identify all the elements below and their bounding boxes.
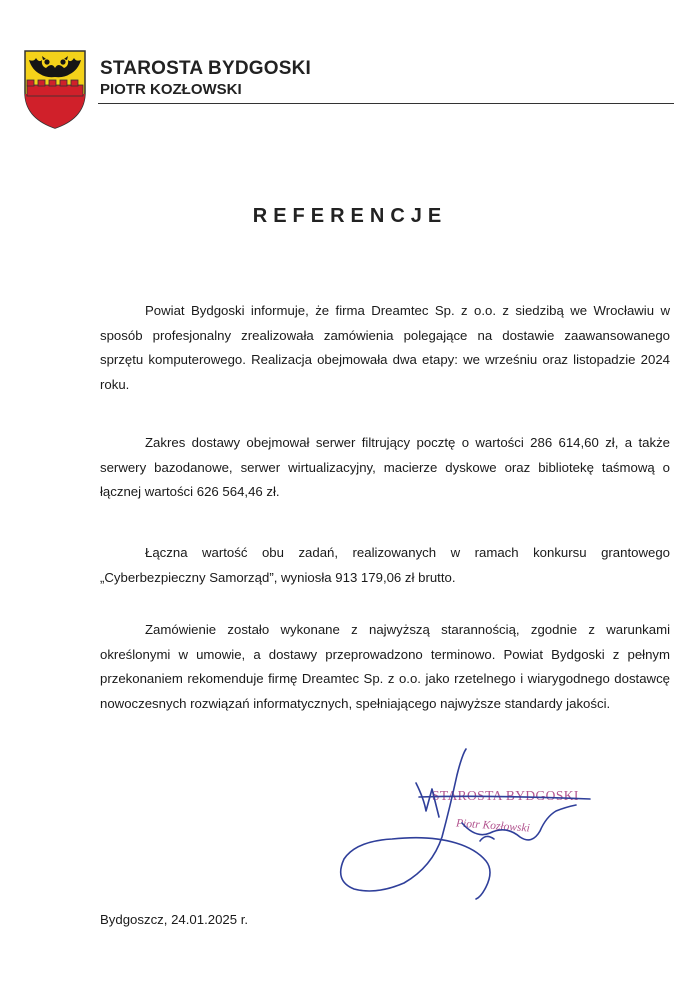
body-paragraph-3 — [100, 541, 670, 590]
letterhead-divider — [98, 103, 674, 104]
stamp-title: STAROSTA BYDGOSKI — [432, 788, 579, 803]
letterhead — [100, 58, 311, 100]
coat-of-arms-icon — [22, 48, 88, 130]
paragraph-text: Łączna wartość obu zadań, realizowanych w ramach konkursu grantowego „Cyberbezpieczny Samorząd”, wyniosła 913 179,06 zł brutto. — [100, 545, 670, 585]
paragraph-text: Zakres dostawy obejmował serwer filtrujący pocztę o wartości 286 614,60 zł, a także serwery bazodanowe, serwer wirtualizacyjny, macierze dyskowe oraz bibliotekę taśmową o łącznej wartości 626 564,46 zł. — [100, 435, 670, 499]
paragraph-text: Zamówienie zostało wykonane z najwyższą starannością, zgodnie z warunkami określonymi w umowie, a dostawy przeprowadzono terminowo. Powiat Bydgoski z pełnym przekonaniem rekomenduje firmę Dreamtec Sp. z o.o. jako rzetelnego i wiarygodnego dostawcę nowoczesnych rozwiązań informatycznych, spełniającego najwyższe standardy jakości. — [100, 622, 670, 711]
place-and-date: Bydgoszcz, 24.01.2025 r. — [100, 912, 249, 927]
body-paragraph-2 — [100, 431, 670, 505]
signature-icon — [320, 745, 600, 905]
body-paragraph-1 — [100, 299, 670, 397]
letterhead-title: STAROSTA BYDGOSKI — [100, 58, 311, 79]
letterhead-name: PIOTR KOZŁOWSKI — [100, 81, 242, 98]
stamp-name: Piotr Kozłowski — [455, 817, 531, 835]
paragraph-text: Powiat Bydgoski informuje, że firma Dreamtec Sp. z o.o. z siedzibą we Wrocławiu w sposób profesjonalny zrealizowała zamówienia polegające na dostawie zaawansowanego sprzętu komputerowego. Realizacja obejmowała dwa etapy: we wrześniu oraz listopadzie 2024 roku. — [100, 303, 670, 392]
body-paragraph-4 — [100, 618, 670, 716]
document-title: REFERENCJE — [252, 205, 448, 227]
